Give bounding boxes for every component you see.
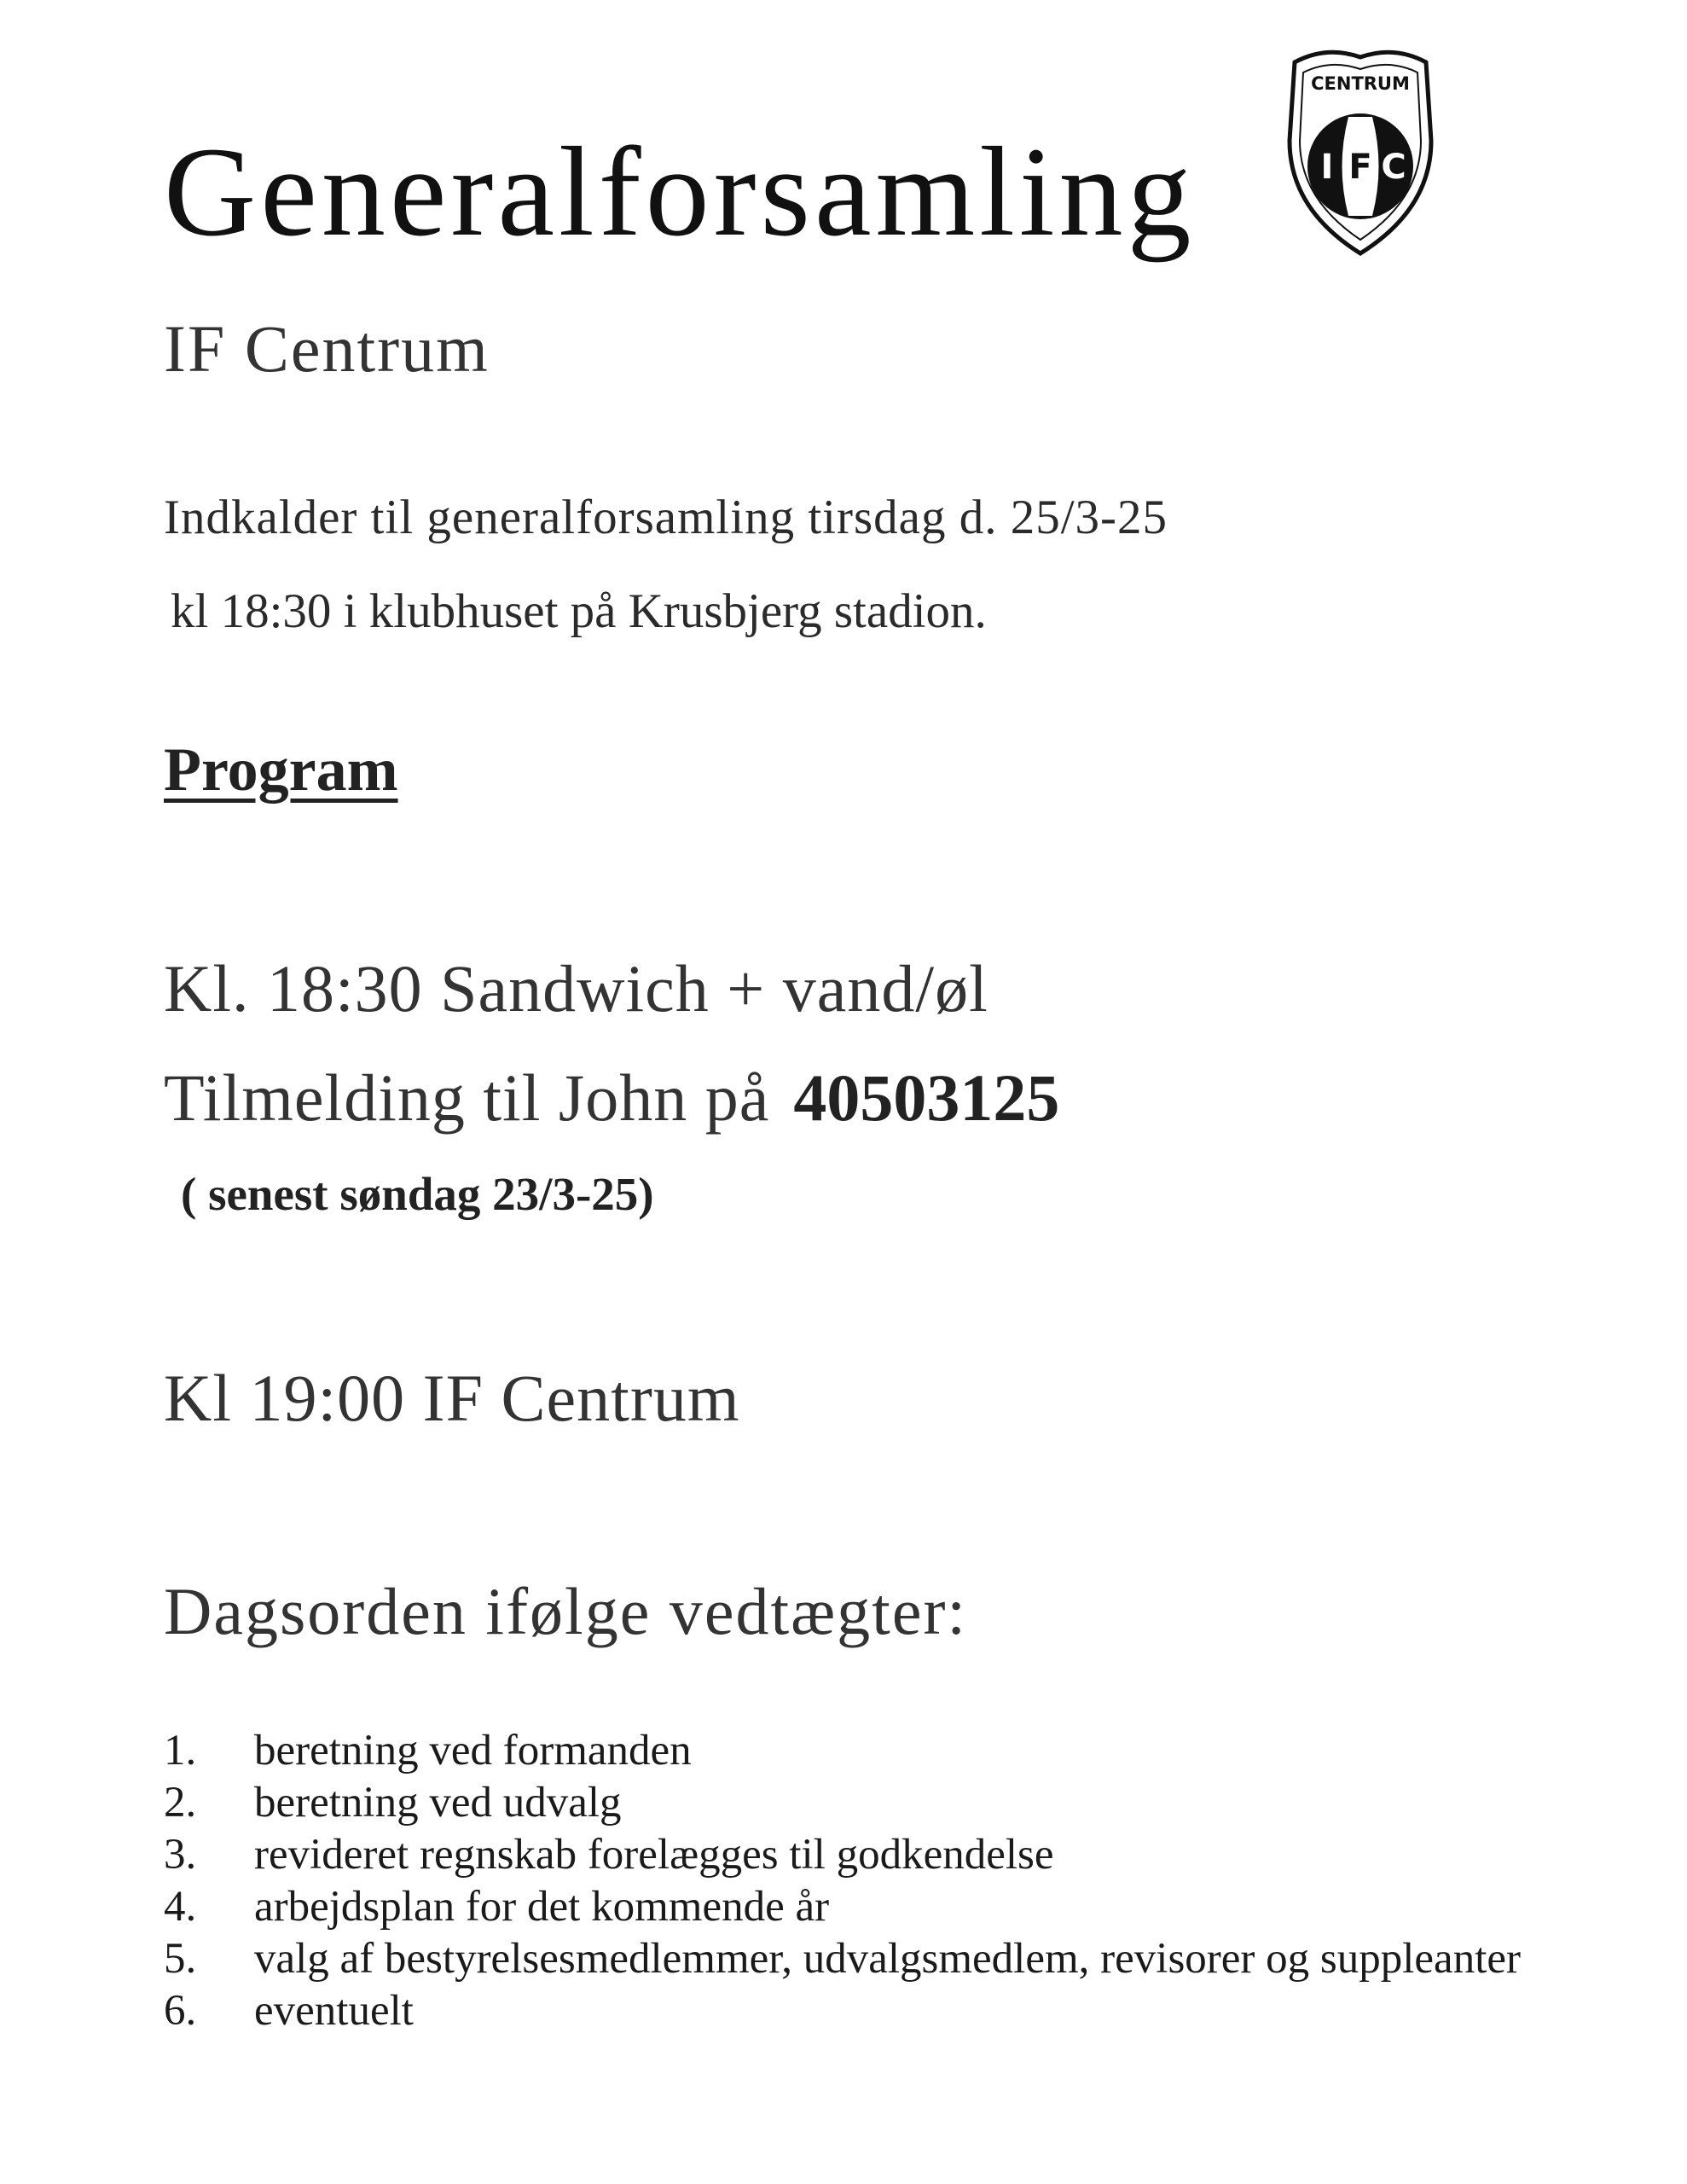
agenda-list — [164, 1725, 1580, 2037]
svg-text:C: C — [1381, 148, 1406, 187]
agenda-item — [164, 1829, 1580, 1881]
agenda-item-number: 1. — [164, 1727, 197, 1774]
agenda-item-text: valg af bestyrelsesmedlemmer, udvalgsmedlem, revisorer og suppleanter — [254, 1935, 1521, 1983]
crest-top-text: CENTRUM — [1311, 73, 1410, 94]
agenda-item — [164, 1881, 1580, 1933]
signup-text: Tilmelding til John på — [164, 1060, 770, 1135]
invitation-line-1: Indkalder til generalforsamling tirsdag d. 25/3-25 — [164, 491, 1168, 544]
agenda-item — [164, 1777, 1580, 1829]
svg-text:I: I — [1320, 148, 1334, 187]
club-name: IF Centrum — [164, 311, 490, 386]
agenda-item-text: beretning ved udvalg — [254, 1779, 622, 1827]
program-heading: Program — [164, 735, 398, 804]
agenda-item — [164, 1725, 1580, 1777]
agenda-item-text: revideret regnskab forelægges til godkendelse — [254, 1831, 1054, 1879]
signup-phone: 40503125 — [793, 1060, 1060, 1135]
program-meeting-line: Kl 19:00 IF Centrum — [164, 1361, 740, 1435]
agenda-item-text: beretning ved formanden — [254, 1727, 692, 1774]
program-signup-line — [164, 1060, 1060, 1135]
program-sandwich-line: Kl. 18:30 Sandwich + vand/øl — [164, 951, 988, 1025]
agenda-item-number: 5. — [164, 1935, 197, 1983]
agenda-item-number: 3. — [164, 1831, 197, 1879]
agenda-item-number: 6. — [164, 1987, 197, 2035]
agenda-item-text: arbejdsplan for det kommende år — [254, 1883, 830, 1931]
agenda-item-text: eventuelt — [254, 1987, 414, 2035]
signup-deadline: ( senest søndag 23/3-25) — [181, 1168, 654, 1220]
svg-text:F: F — [1348, 148, 1372, 187]
agenda-item-number: 2. — [164, 1779, 197, 1827]
club-crest-icon — [1279, 38, 1441, 260]
page-title: Generalforsamling — [164, 121, 1196, 263]
agenda-item — [164, 1933, 1580, 1985]
agenda-item — [164, 1985, 1580, 2037]
agenda-heading: Dagsorden ifølge vedtægter: — [164, 1574, 968, 1648]
invitation-line-2: kl 18:30 i klubhuset på Krusbjerg stadion. — [171, 584, 987, 638]
agenda-item-number: 4. — [164, 1883, 197, 1931]
